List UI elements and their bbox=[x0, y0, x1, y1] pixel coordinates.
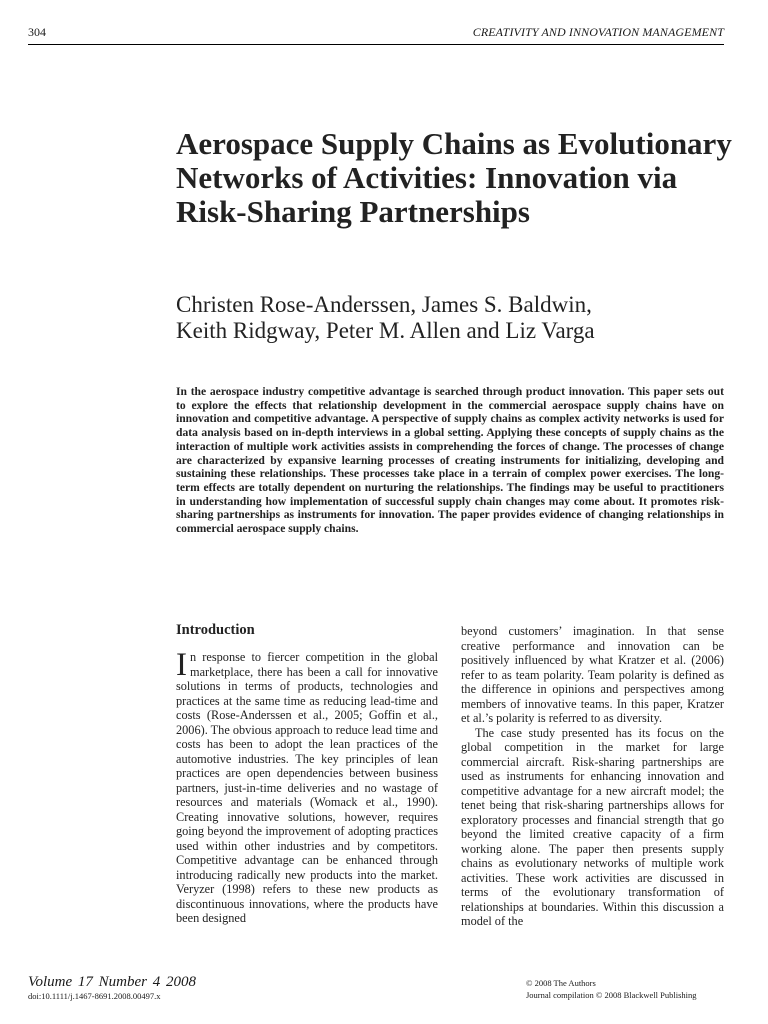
footer-copyright bbox=[526, 978, 697, 1001]
authors-line-2: Keith Ridgway, Peter M. Allen and Liz Varga bbox=[176, 318, 595, 343]
drop-cap: I bbox=[176, 647, 187, 683]
journal-running-head: CREATIVITY AND INNOVATION MANAGEMENT bbox=[472, 25, 724, 39]
body-column-left bbox=[176, 647, 438, 926]
body-column-right bbox=[461, 624, 724, 929]
section-heading-introduction: Introduction bbox=[176, 622, 255, 638]
footer-doi: doi:10.1111/j.1467-8691.2008.00497.x bbox=[28, 991, 161, 1001]
abstract: In the aerospace industry competitive advantage is searched through product innovation. This paper sets out to explore the effects that relationship development in the commercial aerospace supply chains have on innovation and competitive advantage. A perspective of supply chains as complex activity networks is used for data analysis based on in-depth interviews in a global setting. Applying these concepts of supply chains as the interaction of multiple work activities assists in comprehending the forces of change. The processes of change are characterized by expansive learning processes of creating instruments for initializing, developing and sustaining these relationships. These processes take place in a terrain of complex power exercises. The long-term effects are totally dependent on nurturing the relationships. The findings may be useful to practitioners in understanding how implementation of successful supply chain changes may come about. It promotes risk-sharing partnerships as instruments for innovation. The paper provides evidence of changing relationships in commercial aerospace supply chains. bbox=[176, 385, 724, 536]
copyright-line-2: Journal compilation © 2008 Blackwell Publishing bbox=[526, 989, 697, 1000]
intro-paragraph-2: beyond customers’ imagination. In that sense creative performance and innovation can be positively influenced by what Kratzer et al. (2006) refer to as team polarity. Team polarity is defined as the difference in opinions and perspectives among members of innovative teams. In this paper, Kratzer et al.’s polarity is referred to as diversity. bbox=[461, 624, 724, 725]
footer-volume: Volume 17 Number 4 2008 bbox=[28, 974, 196, 990]
article-authors bbox=[176, 292, 736, 344]
authors-line-1: Christen Rose-Anderssen, James S. Baldwin, bbox=[176, 292, 592, 317]
intro-paragraph-3: The case study presented has its focus on the global competition in the market for large commercial aircraft. Risk-sharing partnerships are used as instruments for enhancing innovation and competitive advantage for a new aircraft model; the tenet being that risk-sharing partnerships allows for exploratory processes and financial strength that go beyond the limited creative capacity of a firm working alone. The paper then presents supply chains as evolutionary networks of multiple work activities. These work activities are discussed in terms of the evolutionary transformation of relationships at boundaries. Within this discussion a model of the bbox=[461, 725, 724, 928]
header-rule bbox=[28, 44, 724, 45]
intro-paragraph-1-text: n response to fiercer competition in the global marketplace, there has been a call for innovative solutions in terms of products, technologies and practices at the same time as reducing lead-time and costs (Rose-Anderssen et al., 2005; Goffin et al., 2006). The obvious approach to reduce lead time and costs has been to adopt the lean practices of the automotive industries. The key principles of lean practices are open dependencies between business partners, just-in-time deliveries and no wastage of resources and materials (Womack et al., 1990). Creating innovative solutions, however, requires going beyond the improvement of adopting practices used within other industries and by competitors. Competitive advantage can be enhanced through introducing radically new products into the market. Veryzer (1998) refers to these new products as discontinuous innovations, where the products have been designed bbox=[176, 650, 438, 925]
page-number: 304 bbox=[28, 25, 46, 39]
intro-paragraph-1 bbox=[176, 647, 438, 926]
article-title: Aerospace Supply Chains as Evolutionary Networks of Activities: Innovation via Risk-Sharing Partnerships bbox=[176, 126, 732, 229]
copyright-line-1: © 2008 The Authors bbox=[526, 978, 596, 988]
